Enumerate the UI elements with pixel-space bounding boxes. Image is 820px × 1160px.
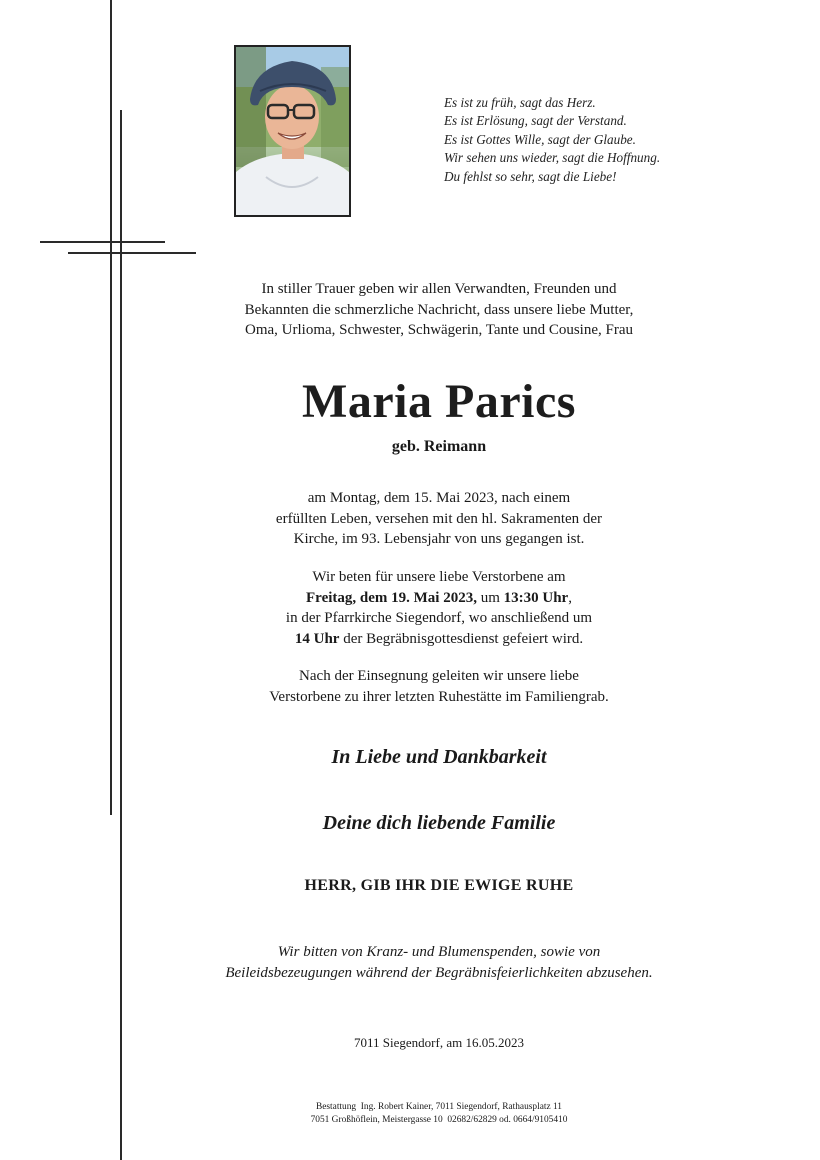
family-line: Deine dich liebende Familie <box>322 812 556 834</box>
death-notice-line: erfüllten Leben, versehen mit den hl. Sakramenten der <box>275 510 603 527</box>
cross-vertical-left <box>110 0 112 815</box>
service-date: Freitag, dem 19. Mai 2023, <box>306 589 477 606</box>
undertaker-line: Bestattung Ing. Robert Kainer, 7011 Siegendorf, Rathausplatz 11 <box>315 1102 562 1112</box>
burial-line: Nach der Einsegnung geleiten wir unsere liebe <box>299 668 579 684</box>
cross-vertical-right <box>120 110 122 1160</box>
mass-line-rest: der Begräbnisgottesdienst gefeiert wird. <box>339 630 584 647</box>
service-line: in der Pfarrkirche Siegendorf, wo anschließend um <box>285 610 593 626</box>
gratitude-line: In Liebe und Dankbarkeit <box>331 746 547 768</box>
intro-line: Oma, Urlioma, Schwester, Schwägerin, Tante und Cousine, Frau <box>245 322 633 338</box>
poem-line: Du fehlst so sehr, sagt die Liebe! <box>444 168 617 184</box>
poem-line: Wir sehen uns wieder, sagt die Hoffnung. <box>444 150 661 166</box>
intro-line: Bekannten die schmerzliche Nachricht, dass unsere liebe Mutter, <box>244 301 634 318</box>
undertaker-info <box>150 1101 728 1127</box>
portrait-photo <box>234 45 351 217</box>
intro-line: In stiller Trauer geben wir allen Verwandten, Freunden und <box>261 281 617 297</box>
poem-line: Es ist zu früh, sagt das Herz. <box>444 95 596 110</box>
mass-time: 14 Uhr <box>294 630 340 647</box>
undertaker-line: 7051 Großhöflein, Meistergasse 10 02682/62829 od. 0664/9105410 <box>310 1115 568 1125</box>
request-line: Beileidsbezeugungen während der Begräbnisfeierlichkeiten abzusehen. <box>225 965 653 981</box>
intro-text <box>150 279 728 341</box>
prayer-line: HERR, GIB IHR DIE EWIGE RUHE <box>304 877 574 894</box>
poem-line: Es ist Erlösung, sagt der Verstand. <box>444 113 627 129</box>
poem <box>444 94 804 186</box>
service-line: Wir beten für unsere liebe Verstorbene am <box>312 569 566 585</box>
burial-line: Verstorbene zu ihrer letzten Ruhestätte im Familiengrab. <box>269 688 609 705</box>
donation-request <box>150 942 728 984</box>
service-time: 13:30 Uhr <box>503 589 569 606</box>
portrait-illustration <box>236 47 349 215</box>
death-notice-line: Kirche, im 93. Lebensjahr von uns gegangen ist. <box>293 531 585 547</box>
place-date: 7011 Siegendorf, am 16.05.2023 <box>354 1035 524 1050</box>
service-notice <box>150 567 728 649</box>
burial-notice <box>150 666 728 707</box>
cross-horizontal-lower <box>68 252 196 254</box>
service-date-end: , <box>568 589 572 606</box>
poem-line: Es ist Gottes Wille, sagt der Glaube. <box>444 131 636 147</box>
deceased-name: Maria Parics <box>302 375 576 428</box>
request-line: Wir bitten von Kranz- und Blumenspenden, sowie von <box>277 944 601 960</box>
maiden-name: geb. Reimann <box>391 438 487 455</box>
death-notice <box>150 488 728 550</box>
service-date-mid: um <box>476 589 504 606</box>
death-notice-line: am Montag, dem 15. Mai 2023, nach einem <box>307 490 571 506</box>
mass-line <box>150 629 728 650</box>
cross-horizontal-upper <box>40 241 165 243</box>
service-date-line <box>150 588 728 609</box>
